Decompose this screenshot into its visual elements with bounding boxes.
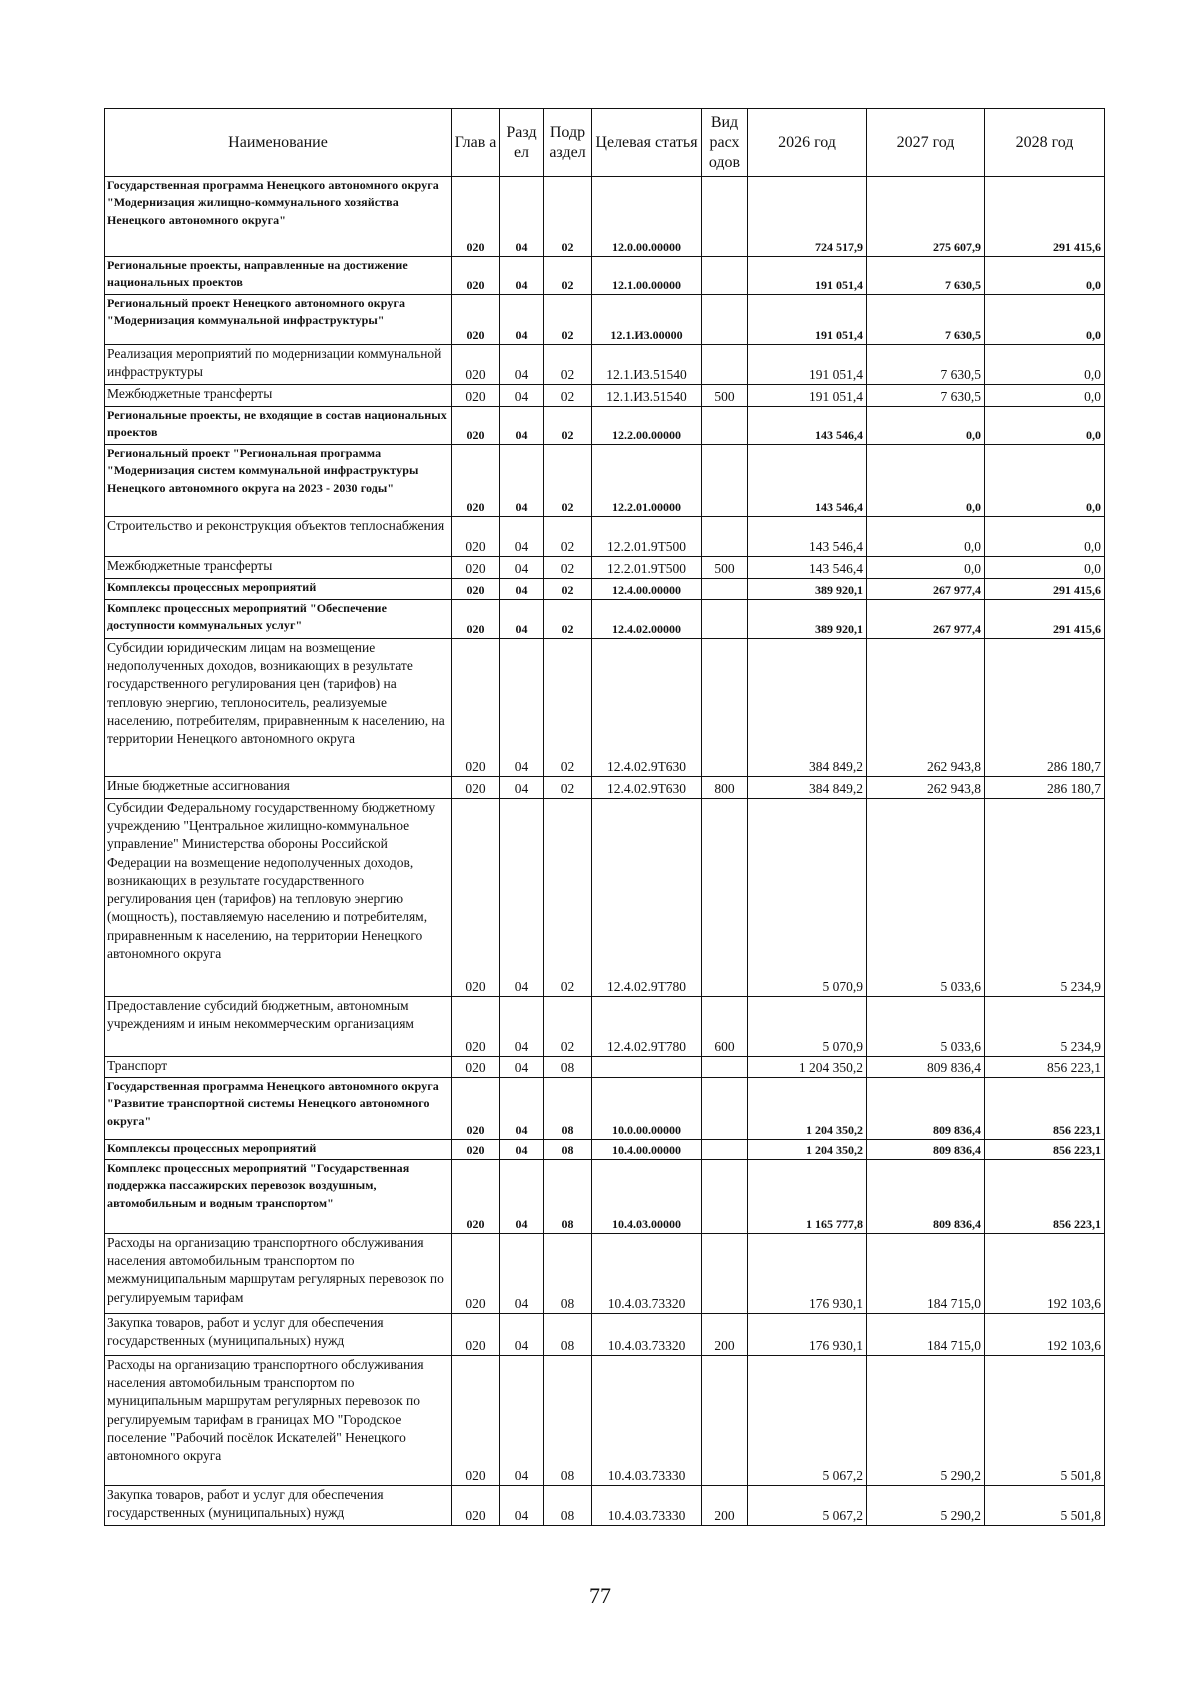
row-name: Реализация мероприятий по модернизации коммунальной инфраструктуры (105, 345, 452, 385)
table-row (105, 799, 1105, 997)
row-glava: 020 (452, 579, 500, 600)
row-podrazdel: 08 (544, 1057, 592, 1078)
row-name: Закупка товаров, работ и услуг для обеспечения государственных (муниципальных) нужд (105, 1314, 452, 1356)
row-amount-2026: 143 546,4 (748, 407, 867, 445)
row-target-article: 12.4.02.00000 (592, 600, 702, 639)
row-razdel: 04 (500, 1140, 544, 1160)
row-name: Строительство и реконструкция объектов теплоснабжения (105, 517, 452, 557)
row-razdel: 04 (500, 445, 544, 517)
row-razdel: 04 (500, 1486, 544, 1526)
row-amount-2026: 1 204 350,2 (748, 1057, 867, 1078)
row-amount-2028: 0,0 (985, 517, 1105, 557)
row-target-article (592, 1057, 702, 1078)
row-name: Региональные проекты, направленные на достижение национальных проектов (105, 257, 452, 295)
row-podrazdel: 02 (544, 407, 592, 445)
row-expense-type (702, 1078, 748, 1140)
row-razdel: 04 (500, 639, 544, 777)
row-amount-2026: 384 849,2 (748, 639, 867, 777)
row-expense-type: 200 (702, 1486, 748, 1526)
row-expense-type (702, 1057, 748, 1078)
row-razdel: 04 (500, 517, 544, 557)
row-razdel: 04 (500, 1160, 544, 1234)
row-amount-2027: 5 033,6 (867, 799, 985, 997)
table-row (105, 295, 1105, 345)
row-glava: 020 (452, 445, 500, 517)
table-row (105, 445, 1105, 517)
row-razdel: 04 (500, 600, 544, 639)
row-amount-2026: 143 546,4 (748, 445, 867, 517)
row-amount-2027: 5 033,6 (867, 997, 985, 1057)
table-row (105, 257, 1105, 295)
row-target-article: 12.4.02.9Т780 (592, 997, 702, 1057)
row-expense-type: 500 (702, 557, 748, 579)
row-glava: 020 (452, 997, 500, 1057)
row-amount-2027: 7 630,5 (867, 385, 985, 407)
row-podrazdel: 02 (544, 445, 592, 517)
row-amount-2028: 0,0 (985, 407, 1105, 445)
row-amount-2026: 143 546,4 (748, 557, 867, 579)
header-year-2027: 2027 год (867, 109, 985, 177)
row-amount-2027: 809 836,4 (867, 1160, 985, 1234)
table-row (105, 1234, 1105, 1314)
row-amount-2026: 191 051,4 (748, 345, 867, 385)
row-name: Комплекс процессных мероприятий "Обеспечение доступности коммунальных услуг" (105, 600, 452, 639)
row-name: Государственная программа Ненецкого автономного округа "Модернизация жилищно-коммунального хозяйства Ненецкого автономного округа" (105, 177, 452, 257)
row-expense-type (702, 600, 748, 639)
row-amount-2028: 291 415,6 (985, 579, 1105, 600)
row-amount-2027: 7 630,5 (867, 345, 985, 385)
row-podrazdel: 08 (544, 1078, 592, 1140)
row-target-article: 12.4.02.9Т630 (592, 777, 702, 799)
row-amount-2028: 0,0 (985, 257, 1105, 295)
row-amount-2027: 184 715,0 (867, 1234, 985, 1314)
row-target-article: 12.1.00.00000 (592, 257, 702, 295)
header-target-article: Целевая статья (592, 109, 702, 177)
row-razdel: 04 (500, 579, 544, 600)
row-podrazdel: 08 (544, 1486, 592, 1526)
header-name: Наименование (105, 109, 452, 177)
table-body (105, 177, 1105, 1526)
row-razdel: 04 (500, 345, 544, 385)
row-expense-type (702, 1160, 748, 1234)
row-target-article: 10.4.03.73320 (592, 1234, 702, 1314)
row-amount-2028: 286 180,7 (985, 777, 1105, 799)
row-amount-2026: 143 546,4 (748, 517, 867, 557)
row-target-article: 10.4.03.00000 (592, 1160, 702, 1234)
row-podrazdel: 02 (544, 385, 592, 407)
row-amount-2026: 1 204 350,2 (748, 1140, 867, 1160)
row-podrazdel: 02 (544, 177, 592, 257)
row-expense-type (702, 517, 748, 557)
header-year-2028: 2028 год (985, 109, 1105, 177)
row-target-article: 12.2.01.00000 (592, 445, 702, 517)
row-glava: 020 (452, 1078, 500, 1140)
row-glava: 020 (452, 1486, 500, 1526)
row-target-article: 10.4.03.73330 (592, 1486, 702, 1526)
row-amount-2026: 389 920,1 (748, 579, 867, 600)
row-podrazdel: 08 (544, 1140, 592, 1160)
row-razdel: 04 (500, 799, 544, 997)
row-amount-2027: 809 836,4 (867, 1078, 985, 1140)
row-name: Межбюджетные трансферты (105, 385, 452, 407)
row-glava: 020 (452, 1140, 500, 1160)
row-amount-2026: 1 165 777,8 (748, 1160, 867, 1234)
row-expense-type (702, 799, 748, 997)
row-glava: 020 (452, 600, 500, 639)
table-row (105, 1160, 1105, 1234)
row-amount-2028: 0,0 (985, 445, 1105, 517)
row-target-article: 12.4.00.00000 (592, 579, 702, 600)
row-razdel: 04 (500, 1356, 544, 1486)
row-expense-type: 500 (702, 385, 748, 407)
row-target-article: 10.4.03.73320 (592, 1314, 702, 1356)
row-target-article: 12.1.И3.00000 (592, 295, 702, 345)
row-expense-type: 800 (702, 777, 748, 799)
row-amount-2027: 267 977,4 (867, 579, 985, 600)
row-amount-2027: 0,0 (867, 557, 985, 579)
row-name: Субсидии юридическим лицам на возмещение недополученных доходов, возникающих в результате государственного регулирования цен (тарифов) на тепловую энергию, теплоноситель, реализуемые населению, потребителям, приравненным к населению, на территории Ненецкого автономного округа (105, 639, 452, 777)
table-row (105, 385, 1105, 407)
row-razdel: 04 (500, 1314, 544, 1356)
row-podrazdel: 02 (544, 257, 592, 295)
page-number: 77 (589, 1583, 611, 1608)
row-razdel: 04 (500, 407, 544, 445)
table-row (105, 997, 1105, 1057)
row-podrazdel: 08 (544, 1160, 592, 1234)
row-name: Комплексы процессных мероприятий (105, 1140, 452, 1160)
row-name: Региональные проекты, не входящие в состав национальных проектов (105, 407, 452, 445)
row-name: Транспорт (105, 1057, 452, 1078)
row-razdel: 04 (500, 1057, 544, 1078)
row-amount-2027: 7 630,5 (867, 295, 985, 345)
row-name: Комплекс процессных мероприятий "Государственная поддержка пассажирских перевозок воздушным, автомобильным и водным транспортом" (105, 1160, 452, 1234)
row-name: Государственная программа Ненецкого автономного округа "Развитие транспортной системы Ненецкого автономного округа" (105, 1078, 452, 1140)
row-podrazdel: 02 (544, 517, 592, 557)
table-row (105, 639, 1105, 777)
row-amount-2028: 856 223,1 (985, 1140, 1105, 1160)
row-expense-type (702, 639, 748, 777)
row-amount-2026: 1 204 350,2 (748, 1078, 867, 1140)
row-expense-type (702, 1234, 748, 1314)
header-glava: Глав а (452, 109, 500, 177)
row-amount-2026: 724 517,9 (748, 177, 867, 257)
row-amount-2027: 275 607,9 (867, 177, 985, 257)
row-amount-2028: 291 415,6 (985, 600, 1105, 639)
row-podrazdel: 02 (544, 600, 592, 639)
row-amount-2027: 267 977,4 (867, 600, 985, 639)
table-row (105, 1356, 1105, 1486)
row-name: Комплексы процессных мероприятий (105, 579, 452, 600)
row-name: Межбюджетные трансферты (105, 557, 452, 579)
table-row (105, 1140, 1105, 1160)
row-podrazdel: 08 (544, 1314, 592, 1356)
row-podrazdel: 02 (544, 579, 592, 600)
row-podrazdel: 02 (544, 997, 592, 1057)
row-razdel: 04 (500, 1234, 544, 1314)
row-glava: 020 (452, 295, 500, 345)
row-expense-type (702, 445, 748, 517)
row-expense-type (702, 1356, 748, 1486)
row-target-article: 12.4.02.9Т780 (592, 799, 702, 997)
table-header (105, 109, 1105, 177)
row-razdel: 04 (500, 295, 544, 345)
row-amount-2026: 389 920,1 (748, 600, 867, 639)
row-razdel: 04 (500, 1078, 544, 1140)
row-amount-2028: 291 415,6 (985, 177, 1105, 257)
table-row (105, 1078, 1105, 1140)
row-target-article: 12.1.И3.51540 (592, 345, 702, 385)
row-glava: 020 (452, 799, 500, 997)
row-target-article: 10.0.00.00000 (592, 1078, 702, 1140)
row-amount-2027: 262 943,8 (867, 639, 985, 777)
row-amount-2028: 5 234,9 (985, 997, 1105, 1057)
row-expense-type (702, 295, 748, 345)
row-name: Иные бюджетные ассигнования (105, 777, 452, 799)
row-glava: 020 (452, 257, 500, 295)
row-amount-2026: 191 051,4 (748, 385, 867, 407)
row-glava: 020 (452, 517, 500, 557)
row-amount-2026: 191 051,4 (748, 295, 867, 345)
table-row (105, 345, 1105, 385)
row-amount-2026: 5 067,2 (748, 1356, 867, 1486)
header-expense-type: Вид расх одов (702, 109, 748, 177)
row-amount-2028: 0,0 (985, 295, 1105, 345)
row-amount-2028: 5 234,9 (985, 799, 1105, 997)
row-amount-2027: 809 836,4 (867, 1140, 985, 1160)
row-amount-2028: 286 180,7 (985, 639, 1105, 777)
row-expense-type (702, 579, 748, 600)
row-expense-type (702, 177, 748, 257)
row-amount-2027: 5 290,2 (867, 1486, 985, 1526)
row-podrazdel: 02 (544, 557, 592, 579)
row-amount-2026: 5 067,2 (748, 1486, 867, 1526)
row-glava: 020 (452, 557, 500, 579)
table-row (105, 557, 1105, 579)
row-name: Расходы на организацию транспортного обслуживания населения автомобильным транспортом по муниципальным маршрутам регулярных перевозок по регулируемым тарифам в границах МО "Городское поселение "Рабочий посёлок Искателей" Ненецкого автономного округа (105, 1356, 452, 1486)
row-target-article: 10.4.00.00000 (592, 1140, 702, 1160)
row-amount-2026: 191 051,4 (748, 257, 867, 295)
row-glava: 020 (452, 1160, 500, 1234)
row-razdel: 04 (500, 177, 544, 257)
row-name: Закупка товаров, работ и услуг для обеспечения государственных (муниципальных) нужд (105, 1486, 452, 1526)
row-glava: 020 (452, 777, 500, 799)
row-podrazdel: 08 (544, 1234, 592, 1314)
row-podrazdel: 02 (544, 777, 592, 799)
row-amount-2027: 184 715,0 (867, 1314, 985, 1356)
row-podrazdel: 02 (544, 799, 592, 997)
row-name: Предоставление субсидий бюджетным, автономным учреждениям и иным некоммерческим организациям (105, 997, 452, 1057)
row-glava: 020 (452, 345, 500, 385)
row-razdel: 04 (500, 997, 544, 1057)
row-amount-2027: 809 836,4 (867, 1057, 985, 1078)
row-amount-2028: 0,0 (985, 557, 1105, 579)
table-row (105, 1057, 1105, 1078)
row-name: Региональный проект Ненецкого автономного округа "Модернизация коммунальной инфраструктуры" (105, 295, 452, 345)
row-amount-2027: 0,0 (867, 407, 985, 445)
row-expense-type (702, 407, 748, 445)
header-podrazdel: Подр аздел (544, 109, 592, 177)
row-target-article: 10.4.03.73330 (592, 1356, 702, 1486)
table-row (105, 1314, 1105, 1356)
row-glava: 020 (452, 1356, 500, 1486)
budget-table (104, 108, 1105, 1526)
table-row (105, 177, 1105, 257)
row-amount-2026: 5 070,9 (748, 997, 867, 1057)
row-name: Субсидии Федеральному государственному бюджетному учреждению "Центральное жилищно-коммунальное управление" Министерства обороны Российской Федерации на возмещение недополученных доходов, возникающих в результате государственного регулирования цен (тарифов) на тепловую энергию (мощность), поставляемую населению и потребителям, приравненным к населению, на территории Ненецкого автономного округа (105, 799, 452, 997)
row-amount-2028: 5 501,8 (985, 1486, 1105, 1526)
row-amount-2027: 0,0 (867, 517, 985, 557)
row-expense-type: 600 (702, 997, 748, 1057)
row-target-article: 12.2.00.00000 (592, 407, 702, 445)
row-target-article: 12.1.И3.51540 (592, 385, 702, 407)
row-amount-2028: 0,0 (985, 385, 1105, 407)
row-razdel: 04 (500, 257, 544, 295)
row-amount-2026: 176 930,1 (748, 1234, 867, 1314)
table-row (105, 777, 1105, 799)
row-amount-2026: 5 070,9 (748, 799, 867, 997)
row-amount-2028: 5 501,8 (985, 1356, 1105, 1486)
row-glava: 020 (452, 1314, 500, 1356)
row-amount-2027: 7 630,5 (867, 257, 985, 295)
row-amount-2027: 5 290,2 (867, 1356, 985, 1486)
row-amount-2027: 262 943,8 (867, 777, 985, 799)
row-razdel: 04 (500, 557, 544, 579)
row-name: Региональный проект "Региональная программа "Модернизация систем коммунальной инфраструктуры Ненецкого автономного округа на 2023 - 2030 годы" (105, 445, 452, 517)
row-expense-type: 200 (702, 1314, 748, 1356)
row-expense-type (702, 1140, 748, 1160)
row-glava: 020 (452, 385, 500, 407)
row-amount-2028: 856 223,1 (985, 1057, 1105, 1078)
row-expense-type (702, 345, 748, 385)
table-row (105, 600, 1105, 639)
row-amount-2026: 384 849,2 (748, 777, 867, 799)
row-amount-2028: 0,0 (985, 345, 1105, 385)
row-name: Расходы на организацию транспортного обслуживания населения автомобильным транспортом по межмуниципальным маршрутам регулярных перевозок по регулируемым тарифам (105, 1234, 452, 1314)
row-target-article: 12.4.02.9Т630 (592, 639, 702, 777)
row-target-article: 12.0.00.00000 (592, 177, 702, 257)
row-podrazdel: 02 (544, 295, 592, 345)
row-podrazdel: 02 (544, 639, 592, 777)
header-razdel: Разд ел (500, 109, 544, 177)
row-amount-2028: 192 103,6 (985, 1234, 1105, 1314)
table-row (105, 579, 1105, 600)
row-amount-2028: 192 103,6 (985, 1314, 1105, 1356)
row-glava: 020 (452, 639, 500, 777)
row-podrazdel: 08 (544, 1356, 592, 1486)
row-razdel: 04 (500, 385, 544, 407)
row-target-article: 12.2.01.9Т500 (592, 517, 702, 557)
row-glava: 020 (452, 1057, 500, 1078)
row-amount-2028: 856 223,1 (985, 1078, 1105, 1140)
row-amount-2027: 0,0 (867, 445, 985, 517)
row-razdel: 04 (500, 777, 544, 799)
row-amount-2026: 176 930,1 (748, 1314, 867, 1356)
row-glava: 020 (452, 1234, 500, 1314)
row-amount-2028: 856 223,1 (985, 1160, 1105, 1234)
table-row (105, 407, 1105, 445)
row-expense-type (702, 257, 748, 295)
header-year-2026: 2026 год (748, 109, 867, 177)
row-podrazdel: 02 (544, 345, 592, 385)
table-row (105, 517, 1105, 557)
table-row (105, 1486, 1105, 1526)
row-target-article: 12.2.01.9Т500 (592, 557, 702, 579)
row-glava: 020 (452, 407, 500, 445)
row-glava: 020 (452, 177, 500, 257)
